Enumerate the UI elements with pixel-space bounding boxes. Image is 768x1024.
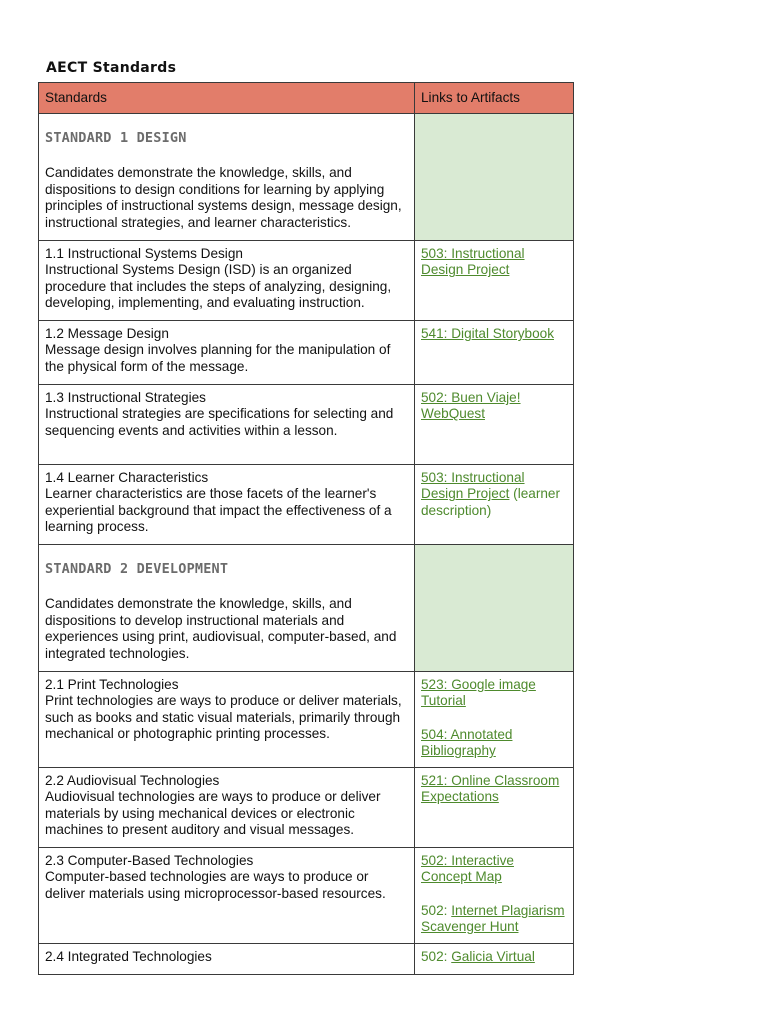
standard-2-title: STANDARD 2 DEVELOPMENT [45,561,229,577]
row-2-1-text: Print technologies are ways to produce or deliver materials, such as books and static visual materials, primarily through mechanical or photographic printing processes. [45,693,402,742]
row-1-4-text: Learner characteristics are those facets of the learner's experiential background that impact the effectiveness of a learning process. [45,486,392,535]
link-internet-plagiarism[interactable]: Internet Plagiarism Scavenger Hunt [421,902,565,935]
standard-1-title: STANDARD 1 DESIGN [45,130,187,146]
table-row-2-4 [39,944,574,975]
header-links: Links to Artifacts [415,83,574,114]
document-title: AECT Standards [46,60,177,76]
row-2-3-text: Computer-based technologies are ways to produce or deliver materials using microprocessor-based resources. [45,869,386,901]
link-521-online-classroom[interactable]: 521: Online Classroom Expectations [421,773,560,805]
link-note: (learner description) [421,486,561,518]
row-1-4-links [415,465,574,545]
standards-table [38,82,574,975]
link-523-google-image[interactable]: 523: Google image Tutorial [421,677,536,709]
table-header-row [39,83,574,114]
row-2-2-cell [39,768,415,848]
link-541-digital-storybook[interactable]: 541: Digital Storybook [421,326,554,341]
standard-1-description: Candidates demonstrate the knowledge, skills, and dispositions to design conditions for learning by applying principles of instructional systems design, message design, instructional strategies, and learner characteristics. [45,165,402,230]
row-2-4-links [415,944,574,975]
row-2-2-links [415,768,574,848]
link-503-learner-description[interactable]: 503: Instructional Design Project [421,470,525,502]
link-galicia-virtual[interactable]: Galicia Virtual [451,949,535,964]
row-1-3-cell [39,385,415,465]
row-2-1-cell [39,672,415,768]
row-2-2-text: Audiovisual technologies are ways to produce or deliver materials by using mechanical devices or electronic machines to present auditory and visual messages. [45,789,381,838]
table-row-2-2 [39,768,574,848]
row-2-1-title: 2.1 Print Technologies [45,677,179,692]
row-1-1-title: 1.1 Instructional Systems Design [45,246,243,261]
row-1-4-cell [39,465,415,545]
header-standards: Standards [39,83,415,114]
standard-2-cell [39,545,415,672]
row-1-1-cell [39,241,415,321]
link-503-instructional-design[interactable]: 503: Instructional Design Project [421,246,525,278]
standard-2-links-cell [415,545,574,672]
row-1-2-text: Message design involves planning for the manipulation of the physical form of the message. [45,342,391,374]
table-row-2-1 [39,672,574,768]
table-row-1-4 [39,465,574,545]
standard-1-row [39,114,574,241]
row-1-2-title: 1.2 Message Design [45,326,169,341]
row-1-4-title: 1.4 Learner Characteristics [45,470,209,485]
table-row-1-3 [39,385,574,465]
row-1-2-links [415,321,574,385]
link-prefix: 502: [421,949,452,964]
row-2-1-links [415,672,574,768]
row-1-1-text: Instructional Systems Design (ISD) is an organized procedure that includes the steps of analyzing, designing, developing, implementing, and evaluating instruction. [45,262,392,311]
row-1-1-links [415,241,574,321]
row-1-3-text: Instructional strategies are specifications for selecting and sequencing events and activities within a lesson. [45,406,394,438]
table-row-2-3 [39,848,574,944]
standard-1-cell [39,114,415,241]
row-1-3-title: 1.3 Instructional Strategies [45,390,206,405]
link-504-annotated-bibliography[interactable]: 504: Annotated Bibliography [421,726,513,759]
row-2-3-cell [39,848,415,944]
standard-2-row [39,545,574,672]
link-prefix: 502: [421,902,452,918]
link-502-buen-viaje[interactable]: 502: Buen Viaje! WebQuest [421,390,521,422]
link-502-interactive-concept-map[interactable]: 502: Interactive Concept Map [421,853,514,885]
standard-1-links-cell [415,114,574,241]
row-2-2-title: 2.2 Audiovisual Technologies [45,773,220,788]
table-row-1-2 [39,321,574,385]
row-2-3-links [415,848,574,944]
row-2-4-cell [39,944,415,975]
row-2-3-title: 2.3 Computer-Based Technologies [45,853,254,868]
standard-2-description: Candidates demonstrate the knowledge, skills, and dispositions to develop instructional materials and experiences using print, audiovisual, computer-based, and integrated technologies. [45,596,397,661]
table-row-1-1 [39,241,574,321]
row-1-2-cell [39,321,415,385]
row-1-3-links [415,385,574,465]
row-2-4-title: 2.4 Integrated Technologies [45,949,212,964]
